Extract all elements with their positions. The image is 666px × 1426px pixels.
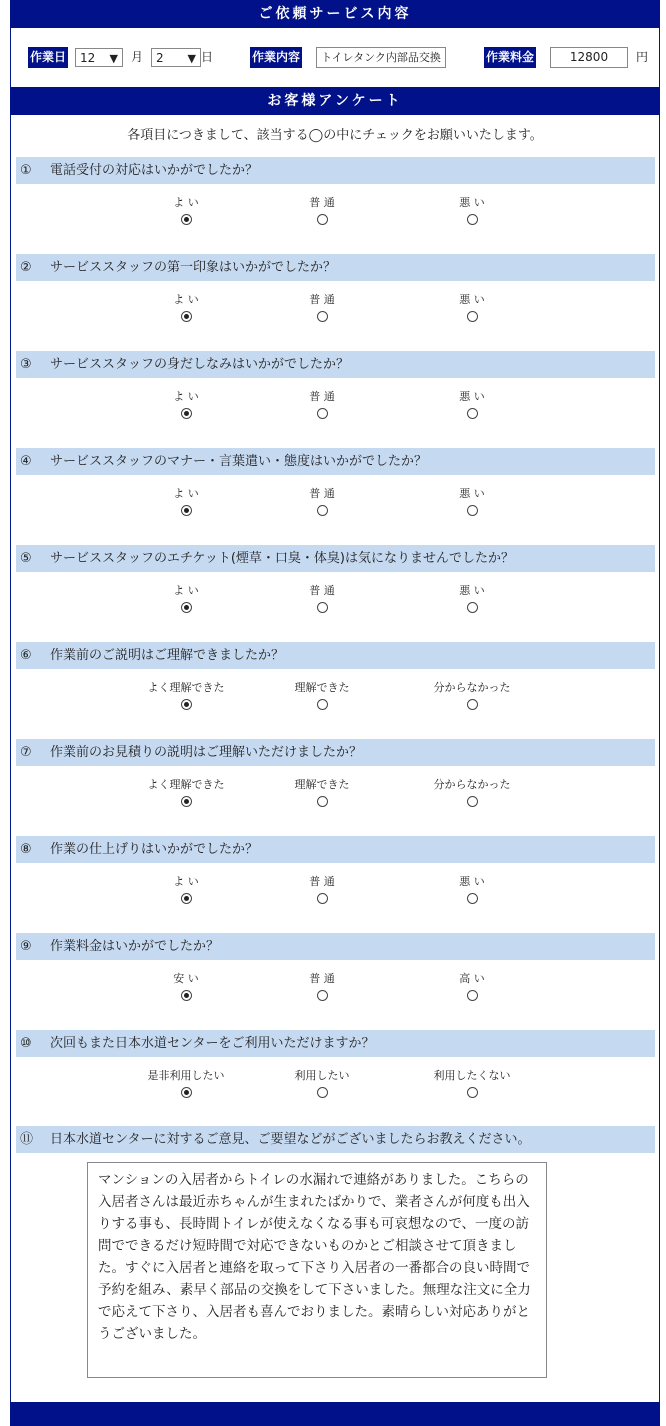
answer-option[interactable] [412, 584, 532, 613]
radio-button[interactable] [317, 893, 328, 904]
question-number: ⑧ [20, 842, 32, 857]
radio-button[interactable] [317, 408, 328, 419]
answer-option[interactable] [412, 196, 532, 225]
radio-button[interactable] [317, 505, 328, 516]
question-6 [16, 642, 655, 669]
radio-button[interactable] [181, 699, 192, 710]
answer-option[interactable] [412, 681, 532, 710]
question-number: ⑩ [20, 1036, 32, 1051]
fee-input[interactable]: 12800 [550, 47, 628, 68]
option-label: よ い [173, 196, 199, 209]
question-text: 次回もまた日本水道センターをご利用いただけますか？ [50, 1036, 375, 1051]
option-label: 普 通 [309, 293, 335, 306]
question-4 [16, 448, 655, 475]
answer-option[interactable] [412, 875, 532, 904]
radio-button[interactable] [181, 214, 192, 225]
option-label: よく理解できた [147, 778, 225, 791]
option-label: 普 通 [309, 972, 335, 985]
answer-option[interactable] [412, 487, 532, 516]
radio-button[interactable] [317, 311, 328, 322]
answer-option[interactable] [412, 778, 532, 807]
option-label: 安 い [173, 972, 199, 985]
question-text: 作業料金はいかがでしたか？ [50, 939, 220, 954]
question-9 [16, 933, 655, 960]
question-number: ① [20, 163, 32, 178]
dropdown-arrow-icon: ▼ [109, 52, 118, 65]
answer-option[interactable] [126, 584, 246, 613]
answer-option[interactable] [412, 293, 532, 322]
work-label: 作業内容 [250, 47, 302, 68]
answer-option[interactable] [126, 390, 246, 419]
radio-button[interactable] [317, 990, 328, 1001]
radio-button[interactable] [181, 1087, 192, 1098]
option-label: 利用したい [294, 1069, 350, 1082]
answer-option[interactable] [262, 778, 382, 807]
question-number: ⑨ [20, 939, 32, 954]
answer-option[interactable] [412, 972, 532, 1001]
option-label: よ い [173, 293, 199, 306]
month-select[interactable] [75, 48, 123, 67]
answer-option[interactable] [262, 487, 382, 516]
option-label: 理解できた [294, 778, 350, 791]
survey-intro: 各項目につきまして、該当する◯の中にチェックをお願いいたします。 [127, 128, 543, 143]
question-3 [16, 351, 655, 378]
question-text: 作業前のお見積りの説明はご理解いただけましたか？ [50, 745, 363, 760]
option-label: 悪 い [459, 584, 485, 597]
question-number: ④ [20, 454, 32, 469]
radio-button[interactable] [317, 796, 328, 807]
answer-option[interactable] [126, 875, 246, 904]
option-label: よく理解できた [147, 681, 225, 694]
answer-option[interactable] [412, 1069, 532, 1098]
comment-textarea[interactable]: マンションの入居者からトイレの水漏れで連絡がありました。こちらの入居者さんは最近赤ちゃんが生まれたばかりで、業者さんが何度も出入りする事も、長時間トイレが使えなくなる事も可哀想なので、一度の訪問でできるだけ短時間で対応できないものかとご相談させて頂きました。すぐに入居者と連絡を取って下さり入居者の一番都合の良い時間で予約を組み、素早く部品の交換をして下さいました。無理な注文に全力で応えて下さり、入居者も喜んでおりました。素晴らしい対応ありがとうございました。 [87, 1162, 547, 1378]
option-label: よ い [173, 487, 199, 500]
service-header: ご依頼サービス内容 [10, 0, 660, 28]
radio-button[interactable] [181, 990, 192, 1001]
answer-option[interactable] [126, 1069, 246, 1098]
question-5 [16, 545, 655, 572]
month-unit: 月 [131, 50, 144, 64]
answer-option[interactable] [262, 390, 382, 419]
radio-button[interactable] [467, 1087, 478, 1098]
answer-option[interactable] [126, 778, 246, 807]
answer-option[interactable] [126, 487, 246, 516]
radio-button[interactable] [181, 311, 192, 322]
radio-button[interactable] [467, 214, 478, 225]
day-value: 2 [156, 51, 164, 65]
survey-header: お客様アンケート [10, 87, 660, 115]
question-number: ⑤ [20, 551, 32, 566]
radio-button[interactable] [467, 311, 478, 322]
answer-option[interactable] [126, 681, 246, 710]
question-8 [16, 836, 655, 863]
radio-button[interactable] [467, 602, 478, 613]
footer-bar [10, 1402, 660, 1426]
option-label: 悪 い [459, 390, 485, 403]
option-label: 悪 い [459, 875, 485, 888]
radio-button[interactable] [181, 602, 192, 613]
option-label: 普 通 [309, 196, 335, 209]
month-value: 12 [80, 51, 96, 65]
question-text: サービススタッフのエチケット(煙草・口臭・体臭)は気になりませんでしたか？ [50, 551, 514, 566]
question-10 [16, 1030, 655, 1057]
option-label: よ い [173, 390, 199, 403]
question-7 [16, 739, 655, 766]
answer-option[interactable] [126, 972, 246, 1001]
option-label: 悪 い [459, 293, 485, 306]
question-number: ② [20, 260, 32, 275]
question-text: サービススタッフの第一印象はいかがでしたか？ [50, 260, 337, 275]
option-label: 普 通 [309, 390, 335, 403]
radio-button[interactable] [467, 408, 478, 419]
question-2 [16, 254, 655, 281]
date-label: 作業日 [28, 47, 68, 68]
radio-button[interactable] [181, 408, 192, 419]
question-11 [16, 1126, 655, 1153]
option-label: よ い [173, 875, 199, 888]
option-label: 利用したくない [433, 1069, 511, 1082]
option-label: 悪 い [459, 487, 485, 500]
answer-option[interactable] [262, 875, 382, 904]
radio-button[interactable] [317, 699, 328, 710]
answer-option[interactable] [262, 293, 382, 322]
radio-button[interactable] [467, 893, 478, 904]
question-text: 作業前のご説明はご理解できましたか？ [50, 648, 285, 663]
answer-option[interactable] [126, 293, 246, 322]
answer-option[interactable] [126, 196, 246, 225]
question-text: サービススタッフのマナー・言葉遣い・態度はいかがでしたか？ [50, 454, 428, 469]
dropdown-arrow-icon: ▼ [187, 52, 196, 65]
answer-option[interactable] [262, 972, 382, 1001]
radio-button[interactable] [317, 602, 328, 613]
question-text: 作業の仕上げりはいかがでしたか？ [50, 842, 259, 857]
radio-button[interactable] [317, 214, 328, 225]
radio-button[interactable] [467, 796, 478, 807]
answer-option[interactable] [412, 390, 532, 419]
radio-button[interactable] [181, 893, 192, 904]
question-text: 日本水道センターに対するご意見、ご要望などがございましたらお教えください。 [50, 1132, 531, 1147]
radio-button[interactable] [467, 990, 478, 1001]
fee-label: 作業料金 [484, 47, 536, 68]
option-label: 理解できた [294, 681, 350, 694]
question-number: ③ [20, 357, 32, 372]
option-label: 普 通 [309, 875, 335, 888]
option-label: 分からなかった [433, 681, 511, 694]
radio-button[interactable] [181, 796, 192, 807]
answer-option[interactable] [262, 681, 382, 710]
answer-option[interactable] [262, 1069, 382, 1098]
radio-button[interactable] [467, 505, 478, 516]
question-number: ⑪ [20, 1132, 34, 1147]
day-select[interactable] [151, 48, 201, 67]
work-input[interactable]: トイレタンク内部品交換 [316, 47, 446, 68]
option-label: よ い [173, 584, 199, 597]
question-text: 電話受付の対応はいかがでしたか？ [50, 163, 259, 178]
answer-option[interactable] [262, 584, 382, 613]
day-unit: 日 [201, 50, 214, 64]
option-label: 是非利用したい [147, 1069, 225, 1082]
option-label: 普 通 [309, 487, 335, 500]
option-label: 分からなかった [433, 778, 511, 791]
radio-button[interactable] [181, 505, 192, 516]
option-label: 高 い [459, 972, 485, 985]
fee-unit: 円 [636, 50, 649, 64]
radio-button[interactable] [317, 1087, 328, 1098]
option-label: 普 通 [309, 584, 335, 597]
question-text: サービススタッフの身だしなみはいかがでしたか？ [50, 357, 350, 372]
question-number: ⑦ [20, 745, 32, 760]
answer-option[interactable] [262, 196, 382, 225]
question-number: ⑥ [20, 648, 32, 663]
question-1 [16, 157, 655, 184]
option-label: 悪 い [459, 196, 485, 209]
radio-button[interactable] [467, 699, 478, 710]
